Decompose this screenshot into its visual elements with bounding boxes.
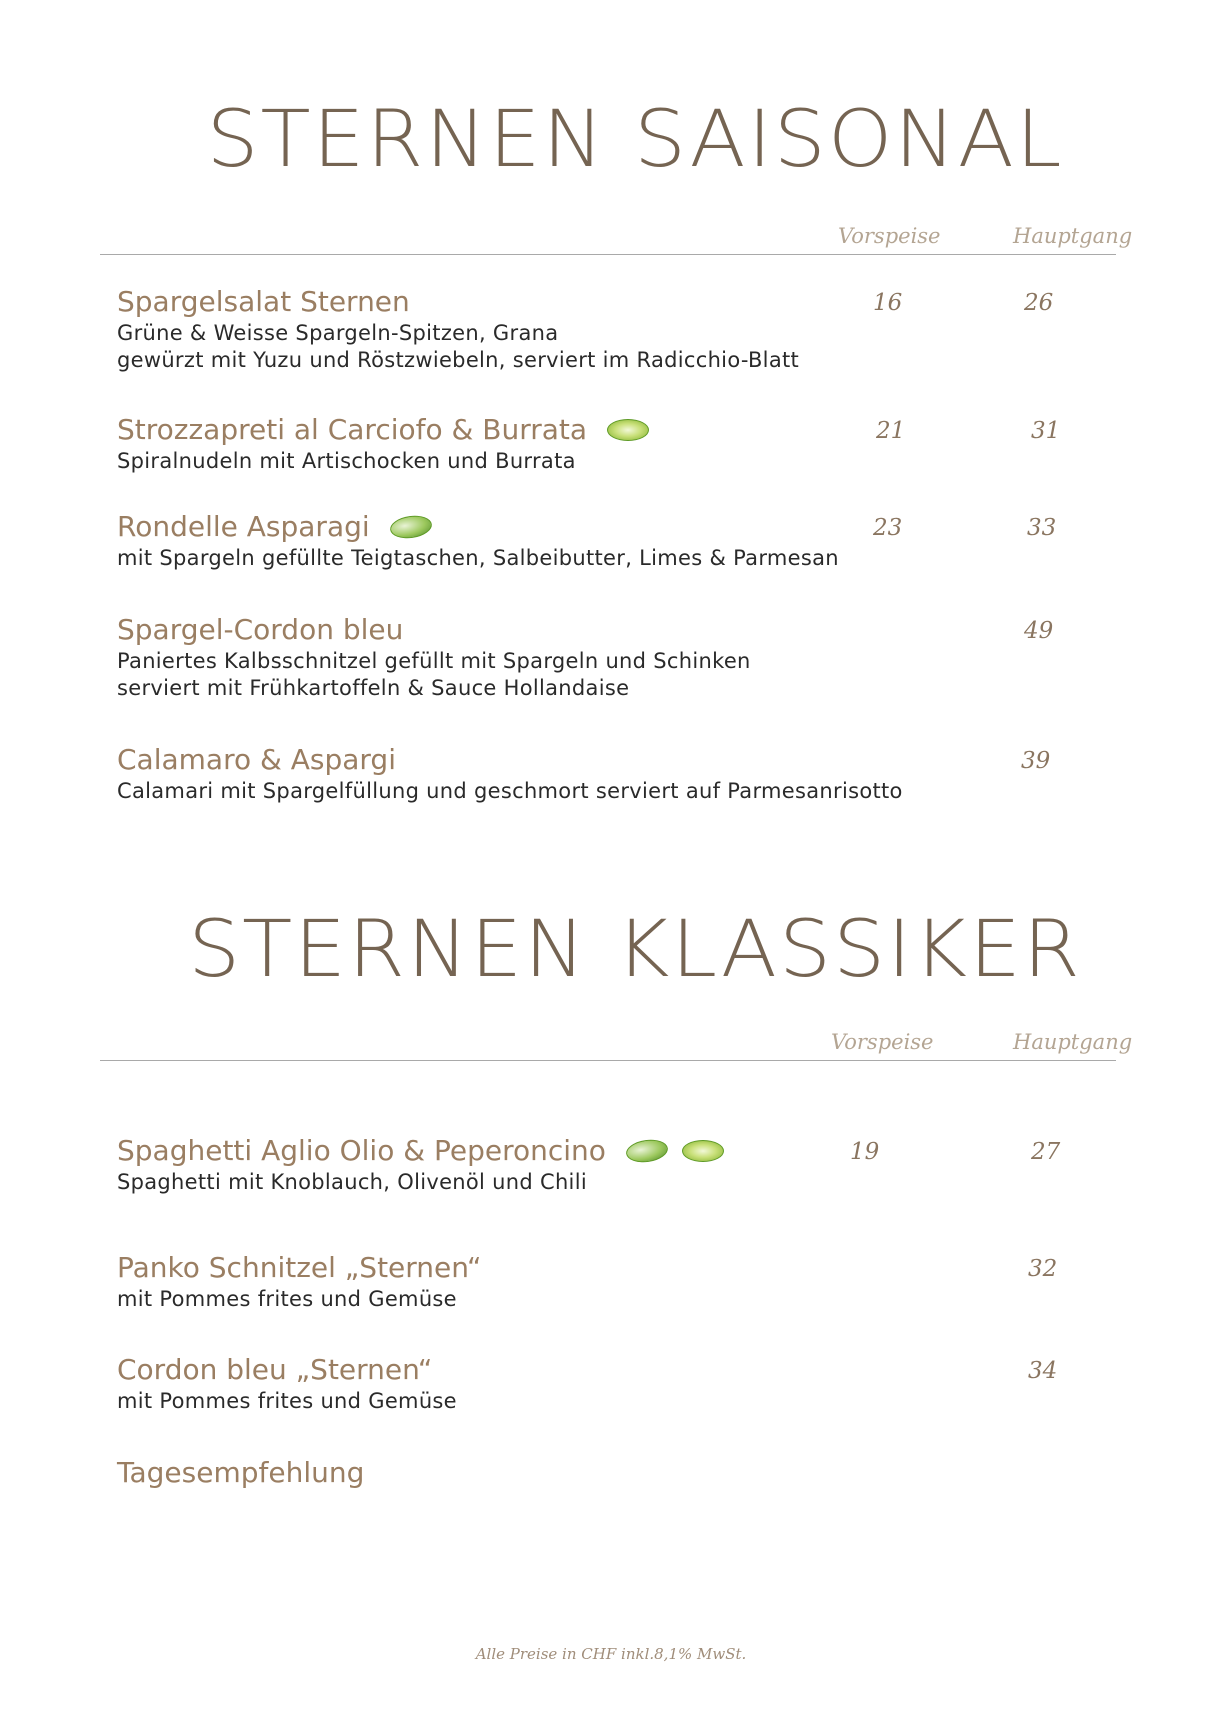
item-name: Tagesempfehlung <box>117 1456 365 1489</box>
price-main: 49 <box>1024 618 1054 644</box>
price-main: 32 <box>1028 1256 1058 1282</box>
menu-item <box>117 1133 880 1196</box>
menu-item <box>117 412 877 475</box>
item-description: serviert mit Frühkartoffeln & Sauce Hollandaise <box>117 676 630 700</box>
item-name: Calamaro & Aspargi <box>117 743 396 776</box>
menu-item <box>117 1455 877 1491</box>
menu-item <box>117 612 877 702</box>
price-main: 26 <box>1024 290 1054 316</box>
menu-item <box>117 284 877 374</box>
menu-item <box>117 509 877 572</box>
item-description: mit Spargeln gefüllte Teigtaschen, Salbeibutter, Limes & Parmesan <box>117 546 839 570</box>
column-header-main: Hauptgang <box>1013 1030 1133 1054</box>
item-description: Calamari mit Spargelfüllung und geschmort serviert auf Parmesanrisotto <box>117 779 903 803</box>
item-name-row <box>117 412 877 448</box>
price-main: 31 <box>1031 418 1061 444</box>
item-description: mit Pommes frites und Gemüse <box>117 1287 457 1311</box>
menu-item <box>117 1352 877 1415</box>
price-main: 27 <box>1031 1139 1061 1165</box>
section-title-saisonal: STERNEN SAISONAL <box>206 93 1064 186</box>
item-description: gewürzt mit Yuzu und Röstzwiebeln, serviert im Radicchio-Blatt <box>117 348 800 372</box>
item-description: Paniertes Kalbsschnitzel gefüllt mit Spargeln und Schinken <box>117 649 751 673</box>
divider <box>100 254 1116 255</box>
price-starter: 23 <box>873 515 903 541</box>
item-name: Spaghetti Aglio Olio & Peperoncino <box>117 1134 606 1167</box>
footer-note: Alle Preise in CHF inkl.8,1% MwSt. <box>475 1645 747 1663</box>
price-main: 34 <box>1028 1358 1058 1384</box>
item-name: Panko Schnitzel „Sternen“ <box>117 1251 482 1284</box>
item-description: mit Pommes frites und Gemüse <box>117 1389 457 1413</box>
leaf-badge-icon <box>625 1137 670 1165</box>
price-starter: 19 <box>850 1139 880 1165</box>
item-name: Spargelsalat Sternen <box>117 285 410 318</box>
item-description: Spiralnudeln mit Artischocken und Burrata <box>117 449 576 473</box>
column-header-main: Hauptgang <box>1013 224 1133 248</box>
divider <box>100 1060 1116 1061</box>
column-header-starter: Vorspeise <box>831 1030 934 1054</box>
item-description: Spaghetti mit Knoblauch, Olivenöl und Chili <box>117 1170 587 1194</box>
price-main: 39 <box>1021 748 1051 774</box>
price-starter: 16 <box>873 290 903 316</box>
menu-item <box>117 1250 877 1313</box>
price-main: 33 <box>1027 515 1057 541</box>
item-name: Rondelle Asparagi <box>117 510 370 543</box>
leaf-badge-icon <box>388 513 433 541</box>
item-name: Spargel-Cordon bleu <box>117 613 404 646</box>
column-header-starter: Vorspeise <box>838 224 941 248</box>
item-description: Grüne & Weisse Spargeln-Spitzen, Grana <box>117 321 559 345</box>
item-name: Strozzapreti al Carciofo & Burrata <box>117 413 588 446</box>
section-title-klassiker: STERNEN KLASSIKER <box>188 903 1082 996</box>
vegetarian-badge-icon <box>607 419 649 441</box>
menu-item <box>117 742 903 805</box>
item-name: Cordon bleu „Sternen“ <box>117 1353 433 1386</box>
price-starter: 21 <box>876 418 906 444</box>
item-name-row <box>117 509 877 545</box>
item-name-row <box>117 1133 880 1169</box>
vegetarian-badge-icon <box>682 1140 724 1162</box>
